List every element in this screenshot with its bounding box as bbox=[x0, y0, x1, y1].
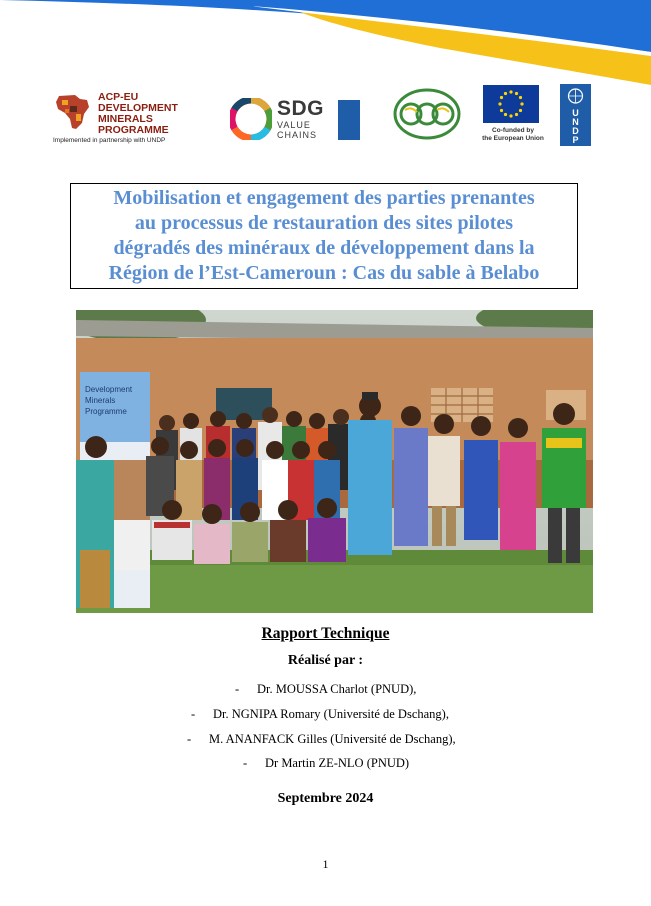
undp-letter: D bbox=[572, 126, 579, 136]
realise-par-label: Réalisé par : bbox=[287, 653, 364, 668]
eu-flag-icon bbox=[483, 85, 539, 123]
undp-logo bbox=[560, 84, 591, 146]
title-box bbox=[70, 183, 578, 289]
acp-group-logo bbox=[393, 88, 461, 140]
acp-logo-text: ACP-EU DEVELOPMENT MINERALS PROGRAMME bbox=[98, 91, 178, 136]
page-number: 1 bbox=[322, 857, 329, 871]
document-title bbox=[109, 186, 540, 286]
eu-cofunded-text: Co-funded by the European Union bbox=[482, 127, 544, 142]
un-emblem-icon bbox=[560, 86, 591, 106]
sdg-logo-text: SDG VALUE CHAINS bbox=[277, 97, 325, 140]
acp-eu-dmp-logo bbox=[53, 90, 233, 148]
banner-text: Development bbox=[85, 385, 133, 394]
title-line: dégradés des minéraux de développement dans la bbox=[113, 237, 535, 259]
title-line: au processus de restauration des sites pilotes bbox=[134, 212, 514, 234]
header-swoosh bbox=[0, 0, 651, 85]
author-item: - Dr. NGNIPA Romary (Université de Dschang), bbox=[191, 707, 449, 721]
title-line: Région de l’Est-Cameroun : Cas du sable à Belabo bbox=[108, 262, 540, 284]
sdg-value-chains-logo bbox=[230, 98, 360, 146]
author-item: - Dr Martin ZE-NLO (PNUD) bbox=[243, 756, 410, 770]
report-type: Rapport Technique bbox=[261, 625, 390, 642]
undp-letter: N bbox=[572, 117, 579, 127]
title-line: Mobilisation et engagement des parties prenantes bbox=[113, 187, 535, 209]
undp-letter: U bbox=[572, 108, 579, 118]
undp-mini-logo bbox=[338, 100, 360, 140]
report-date: Septembre 2024 bbox=[277, 791, 374, 806]
eu-cofunded-logo bbox=[479, 85, 547, 145]
sdg-wheel-icon bbox=[230, 98, 272, 140]
group-photo bbox=[76, 310, 593, 613]
acp-logo-tagline: Implemented in partnership with UNDP bbox=[53, 137, 166, 144]
undp-letter: P bbox=[572, 135, 579, 145]
banner-text: Programme bbox=[85, 407, 127, 416]
author-item: - M. ANANFACK Gilles (Université de Dschang), bbox=[187, 732, 456, 746]
africa-map-icon bbox=[53, 93, 93, 131]
banner-text: Minerals bbox=[85, 396, 116, 405]
author-item: - Dr. MOUSSA Charlot (PNUD), bbox=[235, 682, 417, 696]
